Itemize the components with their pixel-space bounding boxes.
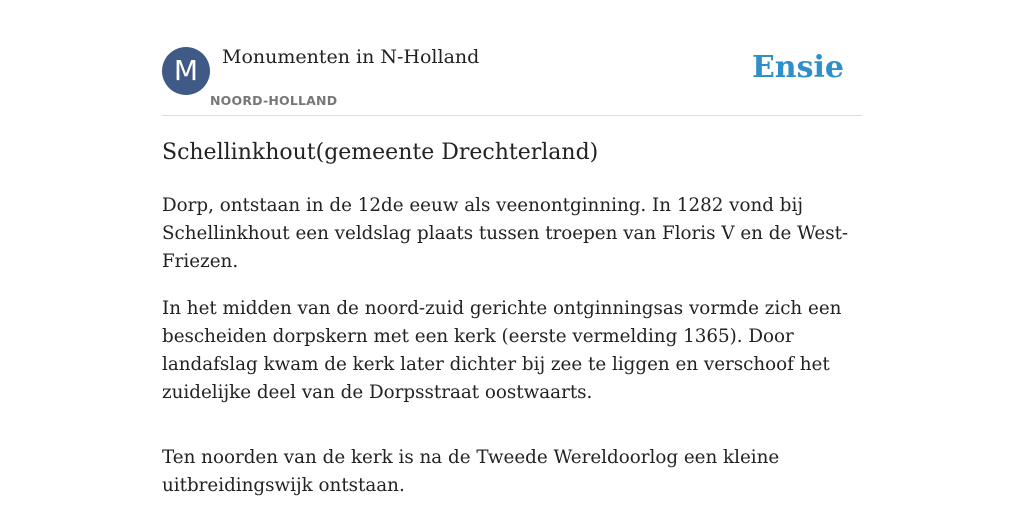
paragraph: In het midden van de noord-zuid gerichte ontginningsas vormde zich een bescheiden dorpskern met een kerk (eerste vermelding 1365). Door landafslag kwam de kerk later dichter bij zee te liggen en verschoof het zuidelijke deel van de Dorpsstraat oostwaarts. bbox=[162, 298, 842, 403]
avatar[interactable]: M bbox=[162, 47, 210, 95]
article-title: Schellinkhout(gemeente Drechterland) bbox=[162, 140, 599, 165]
article-card bbox=[162, 0, 862, 512]
author-name[interactable]: Monumenten in N-Holland bbox=[222, 46, 480, 68]
article-body bbox=[162, 192, 862, 512]
paragraph: Ten noorden van de kerk is na de Tweede Wereldoorlog een kleine uitbreidingswijk ontstaan. bbox=[162, 447, 780, 496]
ensie-logo[interactable]: Ensie bbox=[751, 50, 844, 85]
paragraph: Dorp, ontstaan in de 12de eeuw als veenontginning. In 1282 vond bij Schellinkhout een veldslag plaats tussen troepen van Floris V en de West-Friezen. bbox=[162, 195, 849, 272]
article-header bbox=[162, 0, 862, 116]
category-label[interactable]: NOORD-HOLLAND bbox=[210, 93, 338, 108]
